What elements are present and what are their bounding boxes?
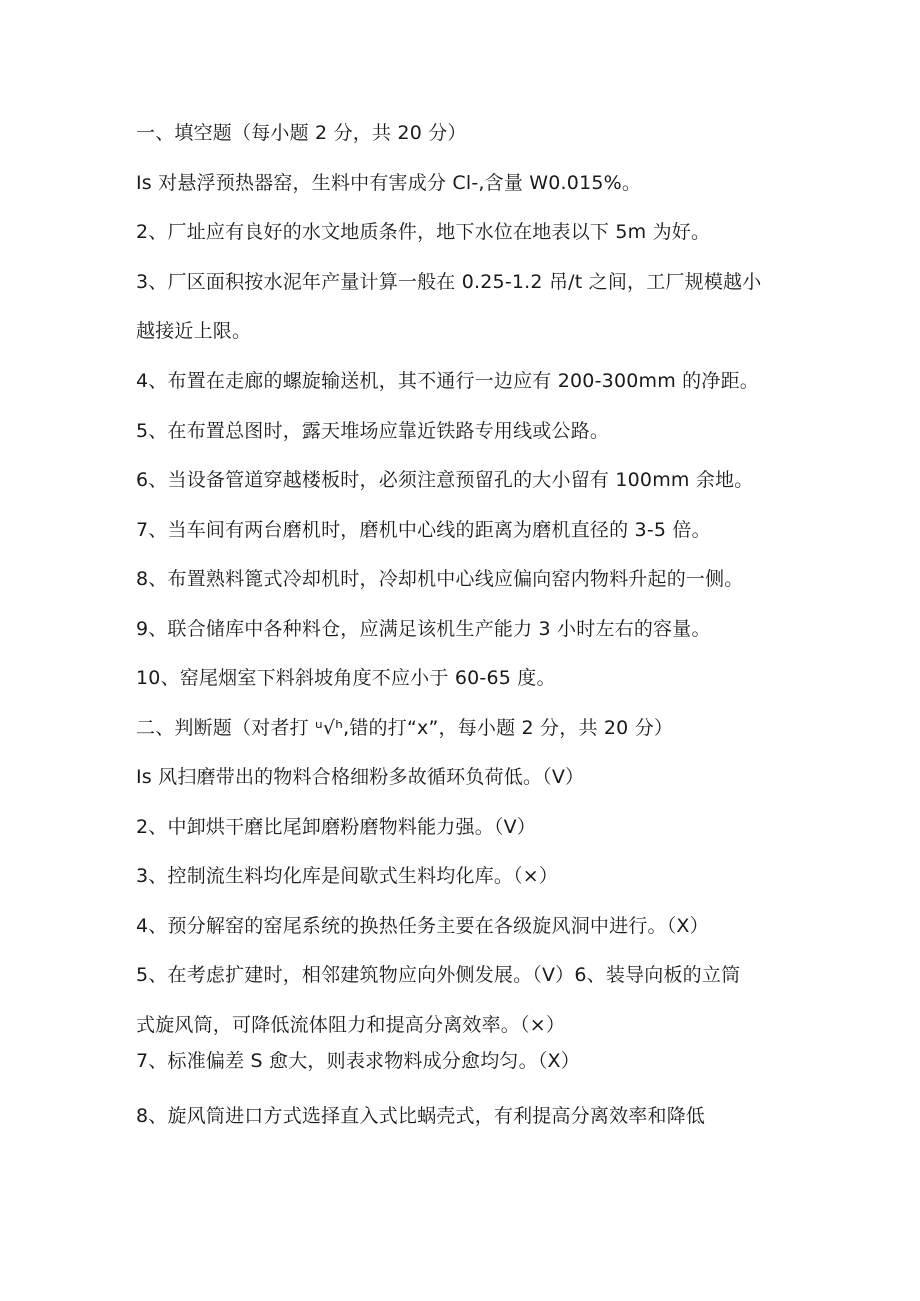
text-line: 3、厂区面积按水泥年产量计算一般在 0.25-1.2 吊/t 之间，工厂规模越小 <box>136 271 762 293</box>
text-line: 8、布置熟料篦式冷却机时，冷却机中心线应偏向窑内物料升起的一侧。 <box>136 568 744 590</box>
text-line: 4、预分解窑的窑尾系统的换热任务主要在各级旋风洞中进行。（X） <box>136 915 709 937</box>
section-heading-true-false: 二、判断题（对者打 ᵘ√ʰ,错的打“x”，每小题 2 分，共 20 分） <box>136 717 674 739</box>
section-heading-fill-blank: 一、填空题（每小题 2 分，共 20 分） <box>136 122 467 144</box>
text-line: 式旋风筒，可降低流体阻力和提高分离效率。（×） <box>136 1014 566 1036</box>
text-line: 6、当设备管道穿越楼板时，必须注意预留孔的大小留有 100mm 余地。 <box>136 469 754 491</box>
text-line: Is 对悬浮预热器窑，生料中有害成分 Cl-,含量 W0.015%。 <box>136 172 642 194</box>
text-line: 9、联合储库中各种料仓，应满足该机生产能力 3 小时左右的容量。 <box>136 618 711 640</box>
text-line: 10、窑尾烟室下料斜坡角度不应小于 60-65 度。 <box>136 667 556 689</box>
text-line: 越接近上限。 <box>136 320 252 342</box>
text-line: 3、控制流生料均化库是间歇式生料均化库。（×） <box>136 865 559 887</box>
text-line: 7、标准偏差 S 愈大，则表求物料成分愈均匀。（X） <box>136 1050 580 1072</box>
text-line: 8、旋风筒进口方式选择直入式比蜗壳式，有利提高分离效率和降低 <box>136 1105 706 1127</box>
text-line: 7、当车间有两台磨机时，磨机中心线的距离为磨机直径的 3-5 倍。 <box>136 519 711 541</box>
text-line: 5、在布置总图时，露天堆场应靠近铁路专用线或公路。 <box>136 420 610 442</box>
text-line: 2、厂址应有良好的水文地质条件，地下水位在地表以下 5m 为好。 <box>136 221 711 243</box>
text-line: 4、布置在走廊的螺旋输送机，其不通行一边应有 200-300mm 的净距。 <box>136 370 759 392</box>
text-line: 5、在考虑扩建时，相邻建筑物应向外侧发展。（V）6、装导向板的立筒 <box>136 964 741 986</box>
text-line: Is 风扫磨带出的物料合格细粉多故循环负荷低。（V） <box>136 766 585 788</box>
text-line: 2、中卸烘干磨比尾卸磨粉磨物料能力强。（V） <box>136 816 536 838</box>
